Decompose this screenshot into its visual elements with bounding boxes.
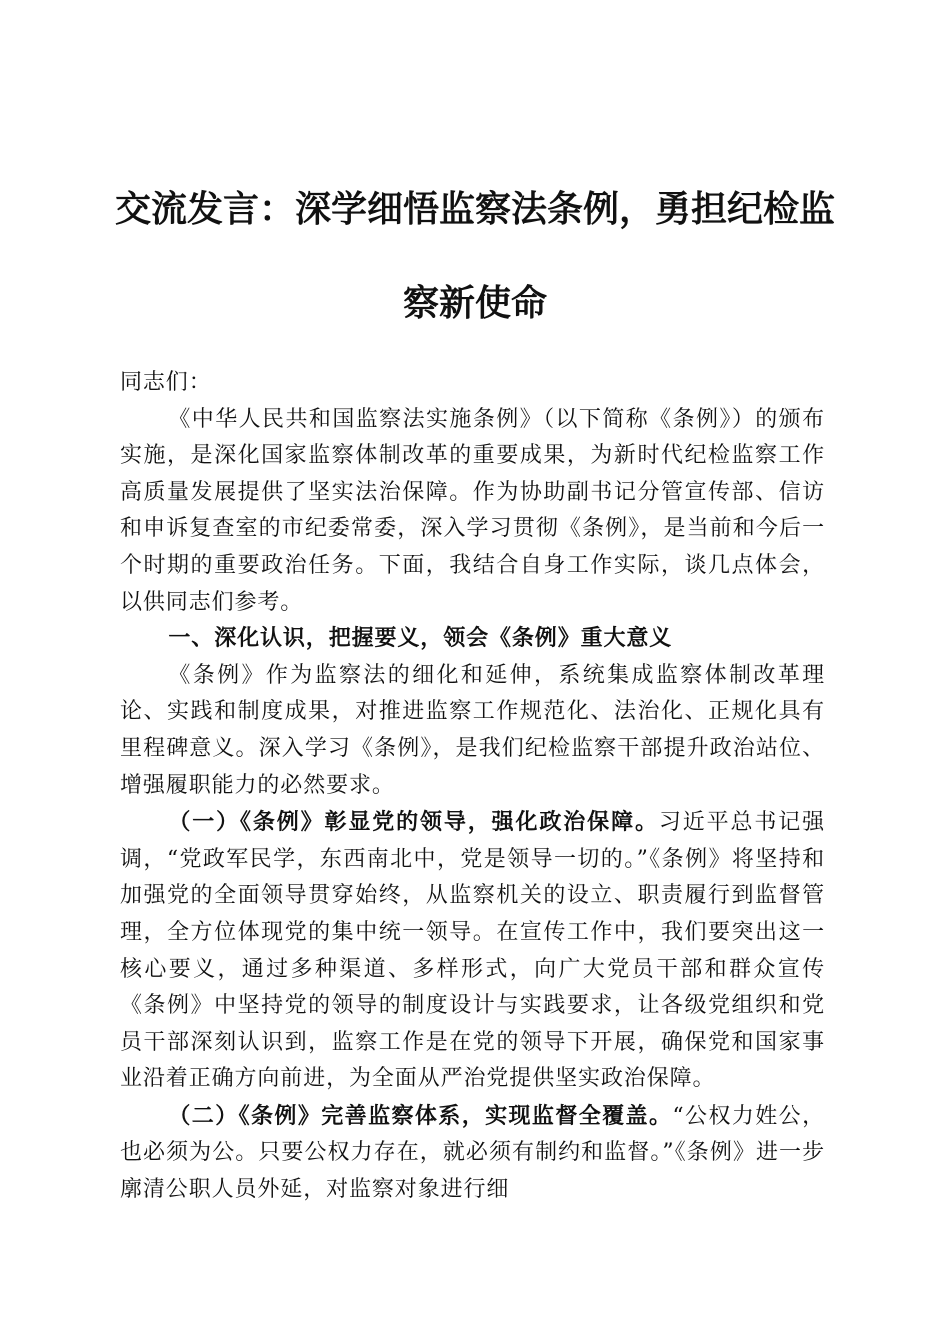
point-1-text: 习近平总书记强调，“党政军民学，东西南北中，党是领导一切的。”《条例》将坚持和加强党的全面领导贯穿始终，从监察机关的设立、职责履行到监督管理，全方位体现党的集中统一领导。在宣传工作中，我们要突出这一核心要义，通过多种渠道、多样形式，向广大党员干部和群众宣传《条例》中坚持党的领导的制度设计与实践要求，让各级党组织和党员干部深刻认识到，监察工作是在党的领导下开展，确保党和国家事业沿着正确方向前进，为全面从严治党提供坚实政治保障。	[120, 810, 825, 1092]
salutation: 同志们：	[120, 370, 212, 395]
document-body	[120, 365, 825, 1209]
intro-paragraph: 《中华人民共和国监察法实施条例》（以下简称《条例》）的颁布实施，是深化国家监察体制改革的重要成果，为新时代纪检监察工作高质量发展提供了坚实法治保障。作为协助副书记分管宣传部、信访和申诉复查室的市纪委常委，深入学习贯彻《条例》，是当前和今后一个时期的重要政治任务。下面，我结合自身工作实际，谈几点体会，以供同志们参考。	[120, 406, 825, 615]
point-2-lead: （二）《条例》完善监察体系，实现监督全覆盖。	[168, 1102, 673, 1129]
document-title	[100, 162, 850, 350]
section-1-heading: 一、深化认识，把握要义，领会《条例》重大意义	[168, 626, 673, 652]
section-1-paragraph: 《条例》作为监察法的细化和延伸，系统集成监察体制改革理论、实践和制度成果，对推进监察工作规范化、法治化、正规化具有里程碑意义。深入学习《条例》，是我们纪检监察干部提升政治站位、增强履职能力的必然要求。	[120, 662, 825, 798]
point-2-paragraph	[120, 1098, 825, 1209]
title-line-1: 交流发言：深学细悟监察法条例，勇担纪检监	[114, 188, 835, 230]
point-2-text: “公权力姓公，也必须为公。只要公权力存在，就必须有制约和监督。”《条例》进一步廓清公职人员外延，对监察对象进行细	[120, 1103, 825, 1203]
title-line-2: 察新使命	[402, 282, 547, 324]
point-1-paragraph	[120, 804, 825, 1098]
point-1-lead: （一）《条例》彰显党的领导，强化政治保障。	[168, 809, 659, 836]
